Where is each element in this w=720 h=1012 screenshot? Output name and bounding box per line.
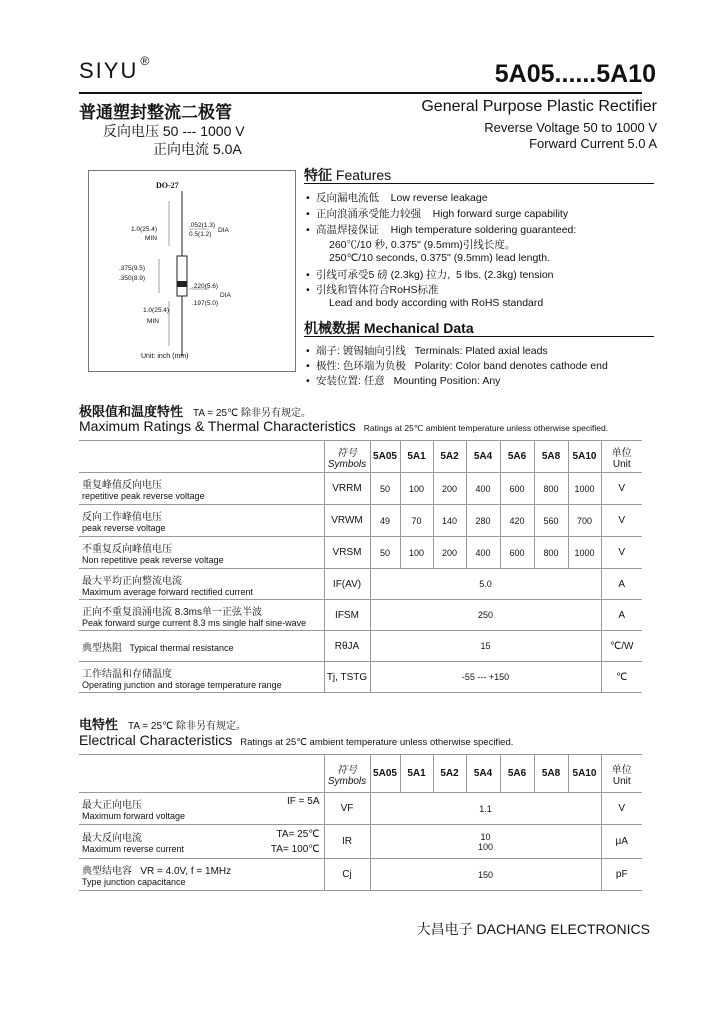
current-en: Forward Current 5.0 A xyxy=(529,136,657,151)
value-cell: 280 xyxy=(466,505,500,537)
unit-cell: ℃/W xyxy=(601,631,642,662)
value-cell: 250 xyxy=(370,600,601,631)
table-row xyxy=(79,859,642,891)
title-cn: 普通塑封整流二极管 xyxy=(79,103,232,122)
value-cell: 100 xyxy=(400,473,433,505)
value-cell: 800 xyxy=(534,473,568,505)
package-name: DO-27 xyxy=(156,181,179,190)
param-desc: 反向工作峰值电压 peak reverse voltage xyxy=(79,505,324,537)
param-desc: 不重复反向峰值电压 Non repetitive peak reverse voltage xyxy=(79,537,324,569)
param-symbol: VRSM xyxy=(324,537,370,569)
logo-text: SIYU xyxy=(79,58,139,83)
blank-cell xyxy=(79,755,324,793)
value-cell: 150 xyxy=(370,859,601,891)
value-cell: 600 xyxy=(500,473,534,505)
header-rule xyxy=(79,92,642,94)
dim-min-2: MIN xyxy=(147,318,159,325)
value-cell: 50 xyxy=(370,473,400,505)
param-symbol: IR xyxy=(324,825,370,859)
param-desc: 工作结温和存储温度 Operating junction and storage temperature range xyxy=(79,662,324,693)
unit-header: 单位 Unit xyxy=(601,755,642,793)
value-cell: 200 xyxy=(433,537,466,569)
param-desc: 典型结电容 VR = 4.0V, f = 1MHz Type junction capacitance xyxy=(79,859,324,891)
dim-body-dia-2: .197(5.0) xyxy=(192,300,219,307)
dim-dia-label: DIA xyxy=(218,227,229,234)
value-cell: 800 xyxy=(534,537,568,569)
part-header: 5A05 xyxy=(370,441,400,473)
dim-body-len-2: .350(8.9) xyxy=(119,275,146,282)
electrical-table xyxy=(79,754,642,891)
part-range: 5A05......5A10 xyxy=(494,60,656,88)
value-cell: 140 xyxy=(433,505,466,537)
param-symbol: VRWM xyxy=(324,505,370,537)
feature-item: • 引线和管体符合RoHS标准 xyxy=(306,284,439,296)
param-symbol: VRRM xyxy=(324,473,370,505)
mechanical-item: • 端子: 镀锡轴向引线 Terminals: Plated axial leads xyxy=(306,345,548,357)
dim-lead-dia-1: .052(1.3) xyxy=(189,222,216,229)
feature-item: • 高温焊接保证 High temperature soldering guaranteed: xyxy=(306,224,577,236)
dim-body-len-1: .375(9.5) xyxy=(119,265,146,272)
unit-cell: A xyxy=(601,569,642,600)
max-ratings-title-en: Maximum Ratings & Thermal Characteristics Ratings at 25℃ ambient temperature unless otherwise specified. xyxy=(79,418,609,434)
mechanical-rule xyxy=(304,336,654,337)
table-header-row xyxy=(79,755,642,793)
unit-cell: μA xyxy=(601,825,642,859)
param-desc: IF = 5A 最大正向电压 Maximum forward voltage xyxy=(79,793,324,825)
unit-cell: A xyxy=(601,600,642,631)
dim-lead-length-2: 1.0(25.4) xyxy=(143,307,170,314)
table-row xyxy=(79,473,642,505)
electrical-title-en: Electrical Characteristics Ratings at 25℃ ambient temperature unless otherwise specified. xyxy=(79,732,514,748)
part-header: 5A1 xyxy=(400,755,433,793)
part-header: 5A1 xyxy=(400,441,433,473)
table-row xyxy=(79,793,642,825)
value-cell: 700 xyxy=(568,505,601,537)
max-ratings-table xyxy=(79,440,642,693)
feature-item: • 引线可承受5 磅 (2.3kg) 拉力, 5 lbs. (2.3kg) tension xyxy=(306,269,554,281)
features-rule xyxy=(304,183,654,184)
value-cell: 1.1 xyxy=(370,793,601,825)
dim-body-dia-1: .220(5.6) xyxy=(192,283,219,290)
part-header: 5A2 xyxy=(433,755,466,793)
param-symbol: RθJA xyxy=(324,631,370,662)
value-cell: 560 xyxy=(534,505,568,537)
unit-cell: pF xyxy=(601,859,642,891)
value-cell: 400 xyxy=(466,537,500,569)
part-header: 5A10 xyxy=(568,755,601,793)
table-row xyxy=(79,662,642,693)
value-cell: 400 xyxy=(466,473,500,505)
table-row xyxy=(79,505,642,537)
table-row xyxy=(79,825,642,859)
part-header: 5A6 xyxy=(500,441,534,473)
blank-cell xyxy=(79,441,324,473)
dim-lead-dia-2: 0.5(1.2) xyxy=(189,231,212,238)
value-cell: 5.0 xyxy=(370,569,601,600)
feature-item: 260℃/10 秒, 0.375" (9.5mm)引线长度。 xyxy=(329,239,516,251)
value-cell: 49 xyxy=(370,505,400,537)
table-row xyxy=(79,631,642,662)
param-symbol: IFSM xyxy=(324,600,370,631)
part-header: 5A4 xyxy=(466,755,500,793)
mechanical-item: • 安装位置: 任意 Mounting Position: Any xyxy=(306,375,501,387)
part-header: 5A8 xyxy=(534,441,568,473)
company-footer: 大昌电子 DACHANG ELECTRONICS xyxy=(416,921,650,937)
value-cell: 10 100 xyxy=(370,825,601,859)
title-en: General Purpose Plastic Rectifier xyxy=(421,98,657,115)
part-header: 5A10 xyxy=(568,441,601,473)
dim-body-dia-label: DIA xyxy=(220,292,231,299)
feature-item: • 反向漏电流低 Low reverse leakage xyxy=(306,192,488,204)
electrical-title-cn: 电特性 TA = 25℃ 除非另有规定。 xyxy=(79,717,247,732)
part-header: 5A6 xyxy=(500,755,534,793)
value-cell: 50 xyxy=(370,537,400,569)
part-header: 5A2 xyxy=(433,441,466,473)
value-cell: -55 --- +150 xyxy=(370,662,601,693)
voltage-cn: 反向电压 50 --- 1000 V xyxy=(103,123,245,139)
value-cell: 420 xyxy=(500,505,534,537)
param-desc: 重复峰值反向电压 repetitive peak reverse voltage xyxy=(79,473,324,505)
value-cell: 15 xyxy=(370,631,601,662)
part-header: 5A4 xyxy=(466,441,500,473)
value-cell: 200 xyxy=(433,473,466,505)
param-symbol: Tj, TSTG xyxy=(324,662,370,693)
unit-header: 单位 Unit xyxy=(601,441,642,473)
mechanical-item: • 极性: 色环端为负极 Polarity: Color band denotes cathode end xyxy=(306,360,608,372)
registered-mark: ® xyxy=(140,54,152,68)
unit-cell: V xyxy=(601,473,642,505)
value-cell: 70 xyxy=(400,505,433,537)
max-ratings-title-cn: 极限值和温度特性 TA = 25℃ 除非另有规定。 xyxy=(79,404,312,419)
value-cell: 1000 xyxy=(568,473,601,505)
table-row xyxy=(79,600,642,631)
dim-min: MIN xyxy=(145,235,157,242)
value-cell: 600 xyxy=(500,537,534,569)
feature-item: 250℃/10 seconds, 0.375" (9.5mm) lead length. xyxy=(329,252,550,264)
symbol-header: 符号 Symbols xyxy=(324,755,370,793)
package-outline xyxy=(88,170,296,372)
part-header: 5A8 xyxy=(534,755,568,793)
feature-item: • 正向浪涌承受能力较强 High forward surge capability xyxy=(306,208,569,220)
unit-cell: V xyxy=(601,793,642,825)
param-symbol: IF(AV) xyxy=(324,569,370,600)
current-cn: 正向电流 5.0A xyxy=(153,141,242,157)
unit-cell: ℃ xyxy=(601,662,642,693)
features-title: 特征 Features xyxy=(304,167,392,183)
param-symbol: Cj xyxy=(324,859,370,891)
value-cell: 1000 xyxy=(568,537,601,569)
param-desc: 正向不重复浪涌电流 8.3ms单一正弦半波 Peak forward surge current 8.3 ms single half sine-wave xyxy=(79,600,324,631)
unit-cell: V xyxy=(601,505,642,537)
table-row xyxy=(79,537,642,569)
table-header-row xyxy=(79,441,642,473)
symbol-header: 符号 Symbols xyxy=(324,441,370,473)
table-row xyxy=(79,569,642,600)
dim-lead-length: 1.0(25.4) xyxy=(131,226,158,233)
mechanical-title: 机械数据 Mechanical Data xyxy=(304,320,474,336)
voltage-en: Reverse Voltage 50 to 1000 V xyxy=(484,120,657,135)
value-cell: 100 xyxy=(400,537,433,569)
param-symbol: VF xyxy=(324,793,370,825)
param-desc: 最大平均正向整流电流 Maximum average forward rectified current xyxy=(79,569,324,600)
feature-item: Lead and body according with RoHS standard xyxy=(329,297,544,309)
param-desc: TA= 25℃ 最大反向电流 TA= 100℃ Maximum reverse current xyxy=(79,825,324,859)
dim-units: Unit: inch (mm) xyxy=(141,353,189,360)
brand-logo xyxy=(79,54,152,84)
part-header: 5A05 xyxy=(370,755,400,793)
param-desc: 典型热阻 Typical thermal resistance xyxy=(79,631,324,662)
unit-cell: V xyxy=(601,537,642,569)
